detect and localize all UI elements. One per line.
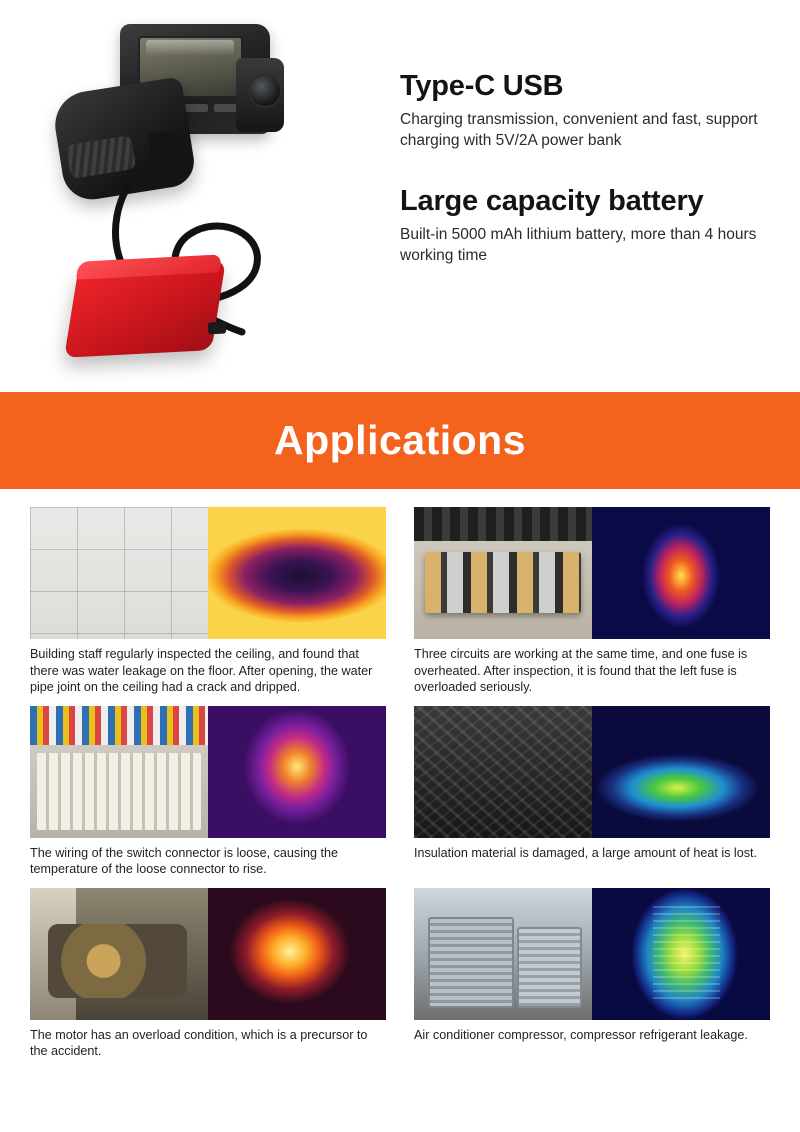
application-card: [414, 888, 770, 1060]
features-section: [0, 0, 800, 392]
thermal-ac-image: [592, 888, 770, 1020]
application-card: [414, 507, 770, 696]
application-card: [30, 706, 386, 878]
application-caption: Insulation material is damaged, a large amount of heat is lost.: [414, 845, 758, 860]
thermal-leak-image: [208, 507, 386, 639]
application-card: [30, 507, 386, 696]
application-caption: Building staff regularly inspected the ceiling, and found that there was water leakage on the floor. After opening, the water pipe joint on the ceiling had a crack and dripped.: [30, 647, 373, 694]
feature-title: Type-C USB: [400, 70, 564, 102]
ceiling-photo: [30, 507, 208, 639]
application-image-pair: [30, 888, 386, 1020]
feature-title: Large capacity battery: [400, 185, 704, 217]
feature-description: Charging transmission, convenient and fast, support charging with 5V/2A power bank: [400, 111, 758, 149]
feature-block-usb: [400, 70, 760, 151]
banner-title: Applications: [273, 417, 527, 463]
product-photo: [0, 0, 390, 392]
power-bank-port-icon: [208, 322, 227, 335]
application-image-pair: [414, 706, 770, 838]
application-card: [414, 706, 770, 878]
thermal-motor-image: [208, 888, 386, 1020]
application-caption: Air conditioner compressor, compressor refrigerant leakage.: [414, 1027, 748, 1042]
application-caption: The motor has an overload condition, which is a precursor to the accident.: [30, 1027, 368, 1058]
motor-photo: [30, 888, 208, 1020]
application-image-pair: [414, 888, 770, 1020]
thermal-insulation-image: [592, 706, 770, 838]
thermal-fuse-image: [592, 507, 770, 639]
application-image-pair: [30, 507, 386, 639]
applications-grid: [0, 489, 800, 1070]
feature-block-battery: [400, 185, 760, 266]
insulation-photo: [414, 706, 592, 838]
application-caption: The wiring of the switch connector is loose, causing the temperature of the loose connector to rise.: [30, 845, 339, 876]
application-image-pair: [30, 706, 386, 838]
application-image-pair: [414, 507, 770, 639]
fuse-box-photo: [414, 507, 592, 639]
feature-text-column: [390, 0, 800, 392]
screen-glare-icon: [146, 40, 234, 56]
feature-description: Built-in 5000 mAh lithium battery, more than 4 hours working time: [400, 226, 757, 264]
application-caption: Three circuits are working at the same time, and one fuse is overheated. After inspection, it is found that the left fuse is overloaded seriously.: [414, 647, 748, 694]
applications-banner: [0, 392, 800, 489]
camera-lens-icon: [248, 74, 282, 108]
air-conditioner-photo: [414, 888, 592, 1020]
thermal-panel-image: [208, 706, 386, 838]
application-card: [30, 888, 386, 1060]
switch-panel-photo: [30, 706, 208, 838]
